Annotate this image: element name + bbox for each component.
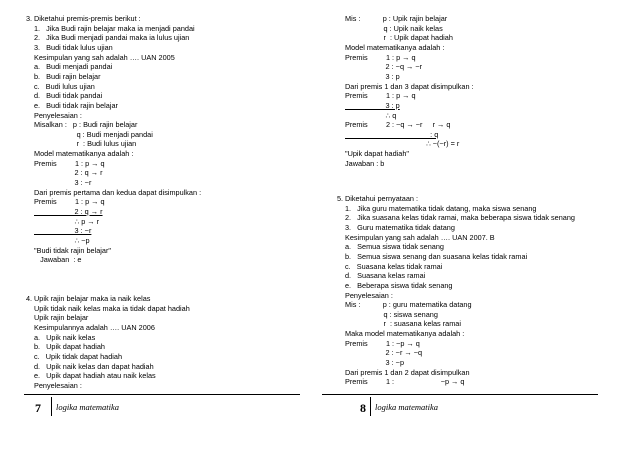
text-line: Penyelesaian :	[34, 110, 82, 120]
text-line: b. Budi rajin belajar	[34, 71, 101, 81]
text-line: e. Budi tidak rajin belajar	[34, 100, 118, 110]
text-line: ∴ q	[345, 110, 397, 120]
text-line: q : Budi menjadi pandai	[34, 129, 153, 139]
text-line: a. Semua siswa tidak senang	[345, 242, 444, 252]
text-line: ∴ ~p	[34, 235, 90, 245]
text-line: Dari premis 1 dan 2 dapat disimpulkan	[345, 367, 470, 377]
question-number: 3.	[26, 14, 33, 23]
text-line: 3 : ~r	[34, 226, 92, 236]
text-line: 1. Jika Budi rajin belajar maka ia menjadi pandai	[34, 23, 195, 33]
text-line: Diketahui pernyataan :	[345, 194, 419, 203]
page-number: 8	[360, 401, 366, 415]
footer-divider	[51, 397, 52, 416]
text-line: 3 : p	[345, 71, 400, 81]
text-line: : q	[345, 129, 439, 139]
text-line: Kesimpulannya adalah …. UAN 2006	[34, 322, 155, 332]
question-number: 4.	[26, 294, 33, 303]
text-line: Premis 1 : p → q	[345, 52, 416, 62]
text-line: r : Budi lulus ujian	[34, 139, 137, 149]
text-line: 3 : ~r	[34, 178, 92, 188]
text-line: Premis 1 : ~p → q	[345, 377, 465, 387]
text-line: ∴ p → r	[34, 216, 100, 226]
text-line: Misalkan : p : Budi rajin belajar	[34, 120, 138, 130]
text-line: d. Budi tidak pandai	[34, 91, 103, 101]
text-line: b. Upik dapat hadiah	[34, 342, 105, 352]
text-line: "Upik dapat hadiah"	[345, 149, 410, 159]
text-line: 2 : q → r	[34, 168, 103, 178]
text-line: r : Upik dapat hadiah	[345, 33, 453, 43]
text-line: 2. Jika Budi menjadi pandai maka ia lulus ujian	[34, 33, 190, 43]
text-line: 3. Guru matematika tidak datang	[345, 222, 455, 232]
text-line: 2 : q → r	[34, 207, 103, 216]
text-line: Premis 2 : ~q → ~r r → q	[345, 120, 451, 130]
text-line: 3 : ~p	[345, 358, 405, 368]
text-line: Upik tidak naik kelas maka ia tidak dapat hadiah	[34, 303, 190, 313]
text-line: Kesimpulan yang sah adalah …. UAN 2007. B	[345, 232, 495, 242]
text-line: d. Upik naik kelas dan dapat hadiah	[34, 361, 154, 371]
text-line: a. Upik naik kelas	[34, 332, 96, 342]
text-line: Mis : p : Upik rajin belajar	[345, 14, 448, 23]
text-line: 1. Jika guru matematika tidak datang, maka siswa senang	[345, 203, 537, 213]
text-line: Dari premis 1 dan 3 dapat disimpulkan :	[345, 81, 474, 91]
text-line: Mis : p : guru matematika datang	[345, 300, 472, 310]
text-line: Dari premis pertama dan kedua dapat disimpulkan :	[34, 187, 202, 197]
text-line: Kesimpulan yang sah adalah …. UAN 2005	[34, 52, 175, 62]
text-line: b. Semua siswa senang dan suasana kelas tidak ramai	[345, 251, 528, 261]
text-line: Premis 1 : p → q	[34, 197, 105, 207]
text-line: Penyelesaian :	[34, 380, 82, 390]
text-line: Model matematikanya adalah :	[34, 149, 134, 159]
text-line: Premis 1 : p → q	[345, 91, 416, 101]
footer-divider	[370, 397, 371, 416]
text-line: c. Budi lulus ujian	[34, 81, 95, 91]
text-line: 2 : ~r → ~q	[345, 348, 423, 358]
text-line: 2 : ~q → ~r	[345, 62, 423, 72]
text-line: a. Budi menjadi pandai	[34, 62, 113, 72]
text-line: Jawaban : e	[34, 255, 82, 265]
footer-rule	[322, 394, 598, 395]
page-number: 7	[35, 401, 41, 415]
text-line: "Budi tidak rajin belajar"	[34, 245, 111, 255]
text-line: 3. Budi tidak lulus ujian	[34, 42, 113, 52]
text-line: e. Upik dapat hadiah atau naik kelas	[34, 371, 156, 381]
text-line: q : siswa senang	[345, 309, 438, 319]
text-line: Jawaban : b	[345, 158, 385, 168]
footer-rule	[24, 394, 300, 395]
text-line: Upik rajin belajar	[34, 313, 89, 323]
text-line: Premis 1 : p → q	[34, 158, 105, 168]
text-line: d. Suasana kelas ramai	[345, 271, 426, 281]
text-line: Diketahui premis-premis berikut :	[34, 14, 141, 23]
text-line: c. Suasana kelas tidak ramai	[345, 261, 443, 271]
text-line: Maka model matematikanya adalah :	[345, 329, 465, 339]
text-line: ∴ ~(~r) = r	[345, 139, 460, 149]
text-line: 3 : p	[345, 100, 400, 110]
text-line: e. Beberapa siswa tidak senang	[345, 280, 453, 290]
question-number: 5.	[337, 194, 344, 203]
footer-title: logika matematika	[375, 402, 439, 412]
text-line: q : Upik naik kelas	[345, 23, 443, 33]
text-line: c. Upik tidak dapat hadiah	[34, 351, 123, 361]
page-footer	[322, 394, 598, 418]
text-line: Premis 1 : ~p → q	[345, 338, 420, 348]
page-footer	[24, 394, 300, 418]
footer-title: logika matematika	[56, 402, 120, 412]
text-line: 2. Jika suasana kelas tidak ramai, maka beberapa siswa tidak senang	[345, 213, 575, 223]
text-line: r : suasana kelas ramai	[345, 319, 461, 329]
text-line: Penyelesaian :	[345, 290, 393, 300]
text-line: Upik rajin belajar maka ia naik kelas	[34, 294, 151, 303]
text-line: Model matematikanya adalah :	[345, 42, 445, 52]
